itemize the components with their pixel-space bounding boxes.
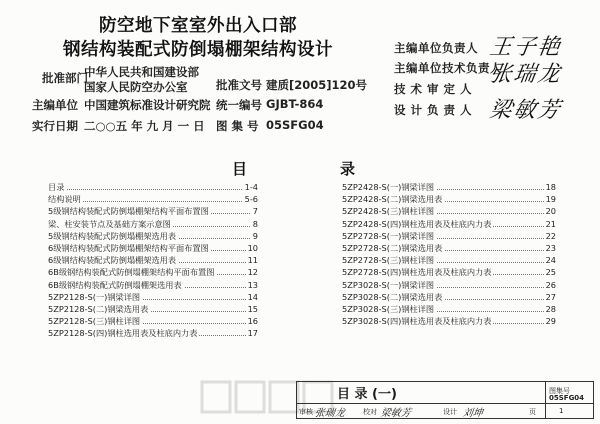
- proof-name: 梁敏芳: [379, 408, 412, 419]
- toc-entry-title: 5级钢结构装配式防倒塌棚架选用表: [48, 230, 177, 241]
- toc-entry-title: 6级钢结构装配式防倒塌棚架选用表: [48, 255, 177, 266]
- impl-date-label: 实行日期: [32, 119, 78, 133]
- editor-unit-label: 主编单位: [32, 98, 78, 112]
- toc-entry-page: 27: [545, 291, 556, 302]
- toc-entry-title: 5ZP3028-S(三)钢柱详图: [342, 304, 435, 314]
- approval-dept-value-1: 中华人民共和国建设部: [84, 65, 199, 79]
- toc-entry: [48, 219, 258, 230]
- toc-entry-page: 14: [247, 291, 258, 302]
- impl-date-value: 二○○五 年 九 月 一 日: [84, 119, 205, 133]
- toc-entry: [48, 231, 258, 242]
- toc-entry-page: 5-6: [244, 194, 258, 205]
- toc-entry-title: 5ZP2428-S(三)钢柱详图: [342, 206, 435, 217]
- toc-entry-title: 5ZP2128-S(二)钢梁选用表: [48, 304, 149, 314]
- editor-unit-value: 中国建筑标准设计研究院: [84, 98, 211, 112]
- toc-entry-page: 8: [252, 218, 258, 229]
- responsible-label-2: 主编单位技术负责人: [394, 61, 502, 75]
- toc-entry-title: 5ZP2128-S(一)钢梁详图: [48, 291, 141, 302]
- toc-entry-page: 16: [247, 316, 258, 327]
- toc-entry: [48, 194, 258, 205]
- design-label: 设计: [443, 408, 457, 416]
- toc-entry-page: 13: [247, 279, 258, 290]
- toc-entry-page: 26: [545, 279, 556, 290]
- approval-dept-value-2: 国家人民防空办公室: [84, 80, 188, 94]
- unified-no-value: GJBT-864: [266, 97, 324, 111]
- toc-entry: [342, 182, 556, 193]
- toc-entry: [342, 304, 556, 315]
- toc-entry-title: 5ZP2128-S(四)钢柱选用表及柱底内力表: [48, 328, 198, 339]
- toc-entry: [48, 280, 258, 291]
- toc-heading-right: 录: [340, 160, 356, 178]
- toc-entry-page: 24: [545, 255, 556, 266]
- toc-entry-page: 25: [545, 267, 556, 278]
- toc-entry: [48, 304, 258, 315]
- toc-entry: [342, 280, 556, 291]
- toc-entry-page: 22: [545, 230, 556, 241]
- toc-entry-title: 目录: [48, 182, 65, 192]
- toc-entry-title: 5ZP2128-S(三)钢柱详图: [48, 316, 141, 327]
- toc-entry-page: 29: [545, 316, 556, 327]
- toc-leader-dots: [48, 189, 258, 190]
- toc-entry-page: 21: [545, 218, 556, 229]
- responsible-label-1: 主编单位负责人: [394, 41, 478, 55]
- toc-entry: [48, 328, 258, 339]
- toc-entry: [48, 243, 258, 254]
- approval-doc-value: 建质[2005]120号: [266, 78, 368, 92]
- toc-entry: [48, 255, 258, 266]
- toc-entry-page: 10: [247, 243, 258, 253]
- title-block-vline-1: [545, 382, 546, 418]
- responsible-label-3: 技 术 审 定 人: [394, 82, 473, 96]
- toc-entry: [48, 316, 258, 327]
- toc-entry-title: 6B级钢结构装配式防倒塌棚架选用表: [48, 279, 182, 290]
- toc-entry-title: 5ZP2728-S(四)钢柱选用表及柱底内力表: [342, 267, 492, 278]
- signature-1: 王子艳: [487, 35, 564, 60]
- toc-entry-title: 5ZP2728-S(三)钢柱详图: [342, 255, 435, 266]
- toc-entry: [48, 182, 258, 193]
- title-block-atlas-value: 05SFG04: [549, 394, 585, 402]
- toc-entry: [342, 231, 556, 242]
- toc-entry-title: 5ZP2428-S(一)钢梁详图: [342, 182, 435, 192]
- toc-entry: [342, 194, 556, 205]
- toc-entry-page: 23: [545, 243, 556, 253]
- document-title-line-1: 防空地下室室外出入口部: [99, 16, 297, 36]
- review-name: 张瑞龙: [313, 408, 346, 419]
- page-value: 1: [559, 407, 564, 415]
- approval-doc-label: 批准文号: [216, 78, 262, 92]
- toc-entry-page: 12: [247, 267, 258, 278]
- toc-entry-title: 5ZP2428-S(二)钢梁选用表: [342, 194, 443, 205]
- toc-entry-title: 5ZP2728-S(一)钢梁详图: [342, 230, 435, 241]
- toc-entry: [342, 206, 556, 217]
- toc-entry-title: 5级钢结构装配式防倒塌棚架结构平面布置图: [48, 206, 209, 217]
- title-block: [296, 381, 594, 419]
- toc-heading-left: 目: [232, 160, 248, 178]
- toc-entry: [342, 292, 556, 303]
- review-label: 审核: [299, 408, 313, 416]
- toc-entry-title: 5ZP3028-S(二)钢梁选用表: [342, 291, 443, 302]
- atlas-no-label: 图 集 号: [216, 119, 259, 133]
- toc-entry-page: 17: [247, 328, 258, 339]
- toc-entry-title: 5ZP3028-S(四)钢柱选用表及柱底内力表: [342, 316, 492, 327]
- toc-entry-page: 15: [247, 304, 258, 314]
- toc-entry: [342, 316, 556, 327]
- proof-label: 校对: [363, 408, 377, 416]
- unified-no-label: 统一编号: [216, 98, 262, 112]
- toc-entry-page: 1-4: [244, 182, 258, 192]
- atlas-no-value: 05SFG04: [266, 118, 324, 132]
- toc-entry-page: 7: [252, 206, 258, 217]
- signature-4: 梁敏芳: [487, 98, 564, 123]
- design-name: 刘坤: [461, 408, 484, 419]
- toc-entry: [342, 243, 556, 254]
- toc-entry-page: 9: [252, 230, 258, 241]
- title-block-title: 目 录 (一): [337, 387, 397, 402]
- toc-entry-title: 6B级钢结构装配式防倒塌棚架结构平面布置图: [48, 267, 215, 278]
- title-block-atlas-label: 图集号: [549, 387, 570, 395]
- toc-entry-page: 20: [545, 206, 556, 217]
- toc-entry-page: 11: [247, 255, 258, 266]
- page-label: 页: [529, 408, 536, 416]
- approval-dept-label: 批准部门: [42, 71, 88, 85]
- toc-entry: [48, 267, 258, 278]
- toc-entry-page: 19: [545, 194, 556, 205]
- responsible-label-4: 设 计 负 责 人: [394, 103, 473, 117]
- signature-2: 张瑞龙: [487, 62, 564, 87]
- toc-entry: [342, 219, 556, 230]
- toc-entry-title: 梁、柱安装节点及基础方案示意图: [48, 218, 171, 229]
- toc-entry-title: 5ZP3028-S(一)钢梁详图: [342, 279, 435, 290]
- toc-entry-page: 28: [545, 304, 556, 314]
- toc-entry-title: 6级钢结构装配式防倒塌棚架结构平面布置图: [48, 243, 209, 253]
- toc-entry-page: 18: [545, 182, 556, 192]
- toc-entry: [48, 292, 258, 303]
- toc-entry: [48, 206, 258, 217]
- toc-entry: [342, 267, 556, 278]
- document-title-line-2: 钢结构装配式防倒塌棚架结构设计: [63, 40, 333, 60]
- toc-entry-title: 5ZP2728-S(二)钢梁选用表: [342, 243, 443, 253]
- toc-entry-title: 5ZP2428-S(四)钢柱选用表及柱底内力表: [342, 218, 492, 229]
- toc-entry: [342, 255, 556, 266]
- toc-entry-title: 结构说明: [48, 194, 81, 205]
